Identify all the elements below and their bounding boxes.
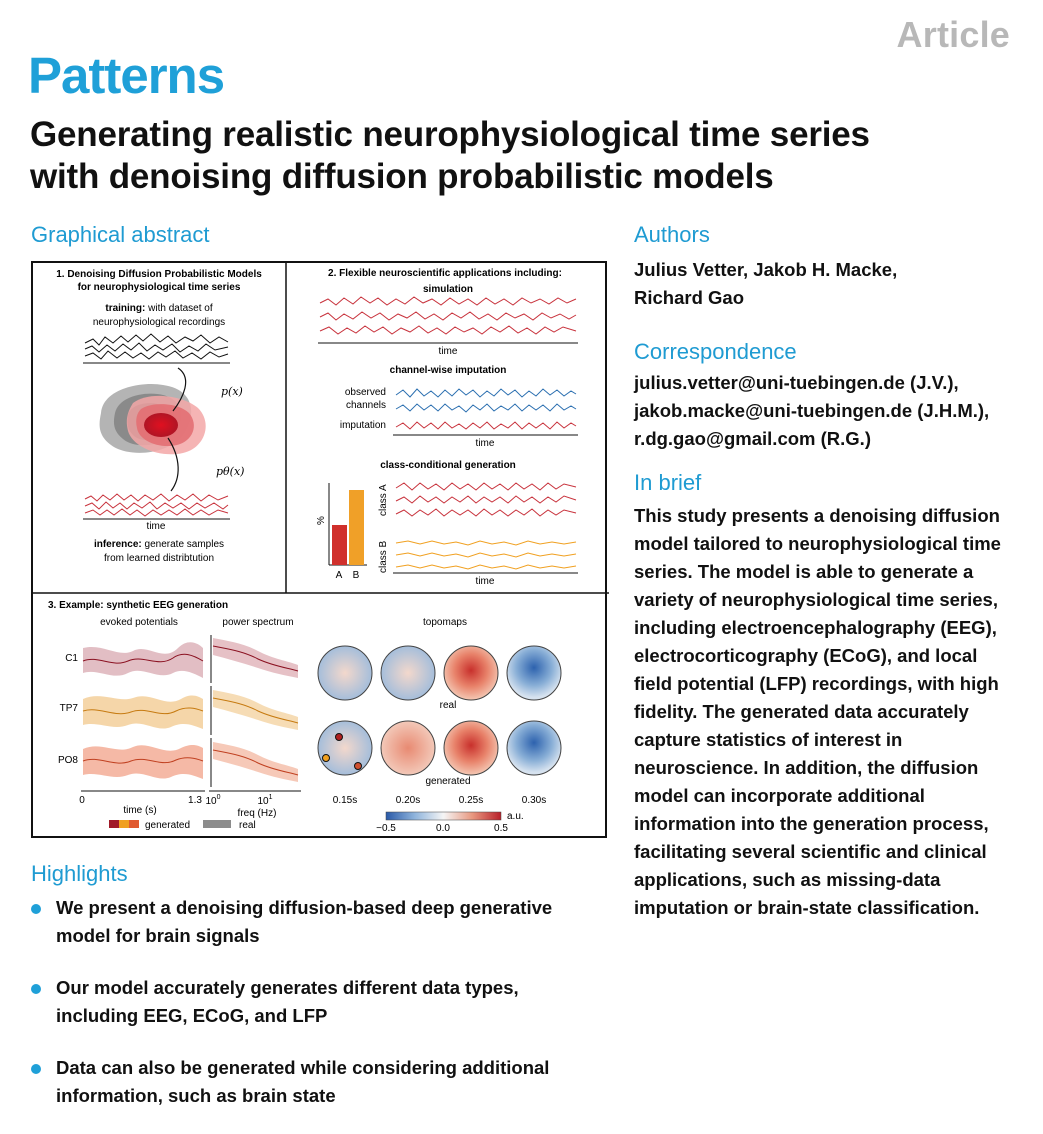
colorbar-tick-mid: 0.0 xyxy=(436,823,450,834)
observed-trace xyxy=(396,389,576,397)
panel1-training-label: training: with dataset of xyxy=(105,303,213,314)
article-type-label: Article xyxy=(896,14,1010,55)
authors-list xyxy=(634,256,897,312)
channel-label-tp7: TP7 xyxy=(59,703,78,714)
simulation-time-label: time xyxy=(438,346,458,357)
panel1-inference-line2: from learned distribtution xyxy=(103,553,215,564)
in-brief-text xyxy=(634,502,1001,922)
in-brief-line: series. The model is able to generate a xyxy=(634,561,974,582)
class-a-trace xyxy=(396,496,576,503)
imputed-trace xyxy=(396,422,576,429)
simulation-label: simulation xyxy=(422,284,474,295)
topomap-time-3: 0.25s xyxy=(458,795,484,806)
panel3-title: 3. Example: synthetic EEG generation xyxy=(48,600,229,611)
power-xlabel: freq (Hz) xyxy=(237,808,277,819)
legend-swatch-generated xyxy=(119,820,129,828)
class-b-trace xyxy=(396,565,576,569)
legend-generated-label: generated xyxy=(145,820,191,831)
simulation-trace xyxy=(320,297,576,305)
highlight-line: We present a denoising diffusion-based deep generative xyxy=(56,897,553,918)
panel1-title-line1: 1. Denoising Diffusion Probabilistic Models xyxy=(56,269,262,280)
simulation-traces xyxy=(320,297,576,334)
evoked-band xyxy=(83,696,203,729)
imputation-time-label: time xyxy=(475,438,495,449)
topomap-generated xyxy=(444,721,498,775)
class-a-label: class A xyxy=(378,484,389,516)
graphical-abstract-heading: Graphical abstract xyxy=(31,222,210,247)
imputation-title: channel-wise imputation xyxy=(389,365,507,376)
training-traces xyxy=(85,334,228,359)
training-trace xyxy=(85,351,228,359)
generated-traces xyxy=(85,494,228,516)
email-link[interactable]: julius.vetter@uni-tuebingen.de (J.V.), xyxy=(634,372,959,393)
panel1-inference-label: inference: generate samples xyxy=(93,539,225,550)
simulation-trace xyxy=(320,326,576,334)
in-brief-line: model can incorporate additional xyxy=(634,785,925,806)
power-label: power spectrum xyxy=(222,617,294,628)
bar-b xyxy=(349,490,364,565)
power-x0: $10^0$ xyxy=(205,794,221,807)
highlight-line: including EEG, ECoG, and LFP xyxy=(56,1005,328,1026)
distribution-blobs xyxy=(100,384,206,454)
class-a-trace xyxy=(396,509,576,516)
highlight-line: information, such as brain state xyxy=(56,1085,336,1106)
power-x1: $10^1$ xyxy=(257,794,273,807)
power-tp7 xyxy=(211,686,298,735)
topomap-real-row xyxy=(318,646,561,700)
graphical-abstract-svg xyxy=(33,263,609,840)
legend-real-label: real xyxy=(239,820,256,831)
evoked-po8 xyxy=(83,745,203,779)
in-brief-line: field potential (LFP) recordings, with high xyxy=(634,673,999,694)
p-theta-label: pθ(x) xyxy=(216,465,245,478)
electrode-marker xyxy=(336,734,343,741)
authors-line: Julius Vetter, Jakob H. Macke, xyxy=(634,259,898,280)
in-brief-line: neuroscience. In addition, the diffusion xyxy=(634,757,979,778)
highlight-item xyxy=(30,974,610,1030)
in-brief-line: imputation or brain-state classification. xyxy=(634,897,980,918)
class-a-trace xyxy=(396,483,576,490)
imputation-label: imputation xyxy=(339,420,386,431)
topomap-real xyxy=(444,646,498,700)
bar-a xyxy=(332,525,347,565)
highlight-line: Our model accurately generates different data types, xyxy=(56,977,519,998)
in-brief-line: model tailored to neurophysiological time xyxy=(634,533,1001,554)
electrode-marker xyxy=(323,755,330,762)
panel1-time-label: time xyxy=(146,521,166,532)
correspondence-list xyxy=(634,369,989,453)
topomap-time-1: 0.15s xyxy=(332,795,358,806)
topomap-real-label: real xyxy=(439,700,457,711)
in-brief-line: capture statistics of interest in xyxy=(634,729,903,750)
topomap-generated xyxy=(381,721,435,775)
topomap-time-4: 0.30s xyxy=(521,795,547,806)
legend-swatch-generated xyxy=(129,820,139,828)
training-trace xyxy=(85,334,228,345)
in-brief-line: electrocorticography (ECoG), and local xyxy=(634,645,978,666)
class-b-trace xyxy=(396,553,576,557)
generated-trace xyxy=(85,509,228,516)
bullet-icon xyxy=(31,984,41,994)
power-po8 xyxy=(211,738,298,787)
authors-line: Richard Gao xyxy=(634,287,744,308)
p-x-label: p(x) xyxy=(221,385,243,398)
highlights-heading: Highlights xyxy=(31,861,128,886)
training-trace xyxy=(85,343,228,352)
topomap-real xyxy=(318,646,372,700)
topomap-generated xyxy=(318,721,372,775)
authors-heading: Authors xyxy=(634,222,710,247)
highlight-item xyxy=(30,894,610,950)
model-distribution-core xyxy=(144,413,178,437)
bar-b-label: B xyxy=(352,570,360,581)
highlight-item xyxy=(30,1054,610,1110)
class-cond-title: class-conditional generation xyxy=(380,460,516,471)
highlight-line: model for brain signals xyxy=(56,925,260,946)
bullet-icon xyxy=(31,1064,41,1074)
in-brief-line: information into the generation process, xyxy=(634,813,989,834)
observed-label: observed xyxy=(344,387,386,398)
channels-label: channels xyxy=(345,400,386,411)
in-brief-line: applications, such as missing-data xyxy=(634,869,941,890)
evoked-tp7 xyxy=(83,696,203,729)
generated-trace xyxy=(85,502,228,509)
bar-pct-label: % xyxy=(316,516,327,525)
highlight-line: Data can also be generated while considering additional xyxy=(56,1057,550,1078)
evoked-x0: 0 xyxy=(79,795,85,806)
class-b-traces xyxy=(396,541,576,569)
graphical-abstract-figure xyxy=(31,261,607,838)
in-brief-line: fidelity. The generated data accurately xyxy=(634,701,969,722)
power-c1 xyxy=(211,635,298,683)
in-brief-line: facilitating several scientific and clinical xyxy=(634,841,987,862)
in-brief-line: variety of neurophysiological time series, xyxy=(634,589,998,610)
journal-logo: Patterns xyxy=(28,47,225,104)
evoked-x1: 1.3 xyxy=(188,795,202,806)
email-link[interactable]: r.dg.gao@gmail.com (R.G.) xyxy=(634,428,871,449)
evoked-label: evoked potentials xyxy=(100,617,178,628)
email-link[interactable]: jakob.macke@uni-tuebingen.de (J.H.M.), xyxy=(634,400,990,421)
highlights-list xyxy=(30,894,610,1134)
channel-label-c1: C1 xyxy=(65,653,78,664)
colorbar-tick-max: 0.5 xyxy=(494,823,508,834)
in-brief-line: including electroencephalography (EEG), xyxy=(634,617,997,638)
channel-label-po8: PO8 xyxy=(57,755,78,766)
evoked-band xyxy=(83,745,203,779)
in-brief-heading: In brief xyxy=(634,470,702,495)
simulation-trace xyxy=(320,312,576,320)
topomap-generated-row xyxy=(318,721,561,775)
colorbar-unit: a.u. xyxy=(507,811,524,822)
title-line-1: Generating realistic neurophysiological time series xyxy=(30,115,870,154)
panel2-title: 2. Flexible neuroscientific applications including: xyxy=(328,268,562,279)
class-b-trace xyxy=(396,541,576,545)
evoked-xlabel: time (s) xyxy=(123,805,157,816)
generated-trace xyxy=(85,494,228,501)
class-b-label: class B xyxy=(378,540,389,573)
bar-a-label: A xyxy=(335,570,343,581)
legend-swatch-generated xyxy=(109,820,119,828)
topomap-real xyxy=(381,646,435,700)
topomap-real xyxy=(507,646,561,700)
colorbar xyxy=(386,812,501,820)
class-time-label: time xyxy=(475,576,495,587)
class-a-traces xyxy=(396,483,576,516)
evoked-c1 xyxy=(83,642,203,678)
topomap-generated-label: generated xyxy=(425,776,471,787)
colorbar-tick-min: −0.5 xyxy=(376,823,396,834)
panel1-training-line2: neurophysiological recordings xyxy=(92,317,226,328)
bullet-icon xyxy=(31,904,41,914)
correspondence-heading: Correspondence xyxy=(634,339,797,364)
observed-trace xyxy=(396,404,576,412)
observed-traces xyxy=(396,389,576,412)
panel1-title-line2: for neurophysiological time series xyxy=(77,282,241,293)
topomap-generated xyxy=(507,721,561,775)
page-title xyxy=(30,114,1030,198)
topomap-time-2: 0.20s xyxy=(395,795,421,806)
legend-swatch-real xyxy=(203,820,231,828)
topomaps-label: topomaps xyxy=(423,617,467,628)
in-brief-line: This study presents a denoising diffusion xyxy=(634,505,1000,526)
electrode-marker xyxy=(355,763,362,770)
title-line-2: with denoising diffusion probabilistic models xyxy=(30,157,774,196)
